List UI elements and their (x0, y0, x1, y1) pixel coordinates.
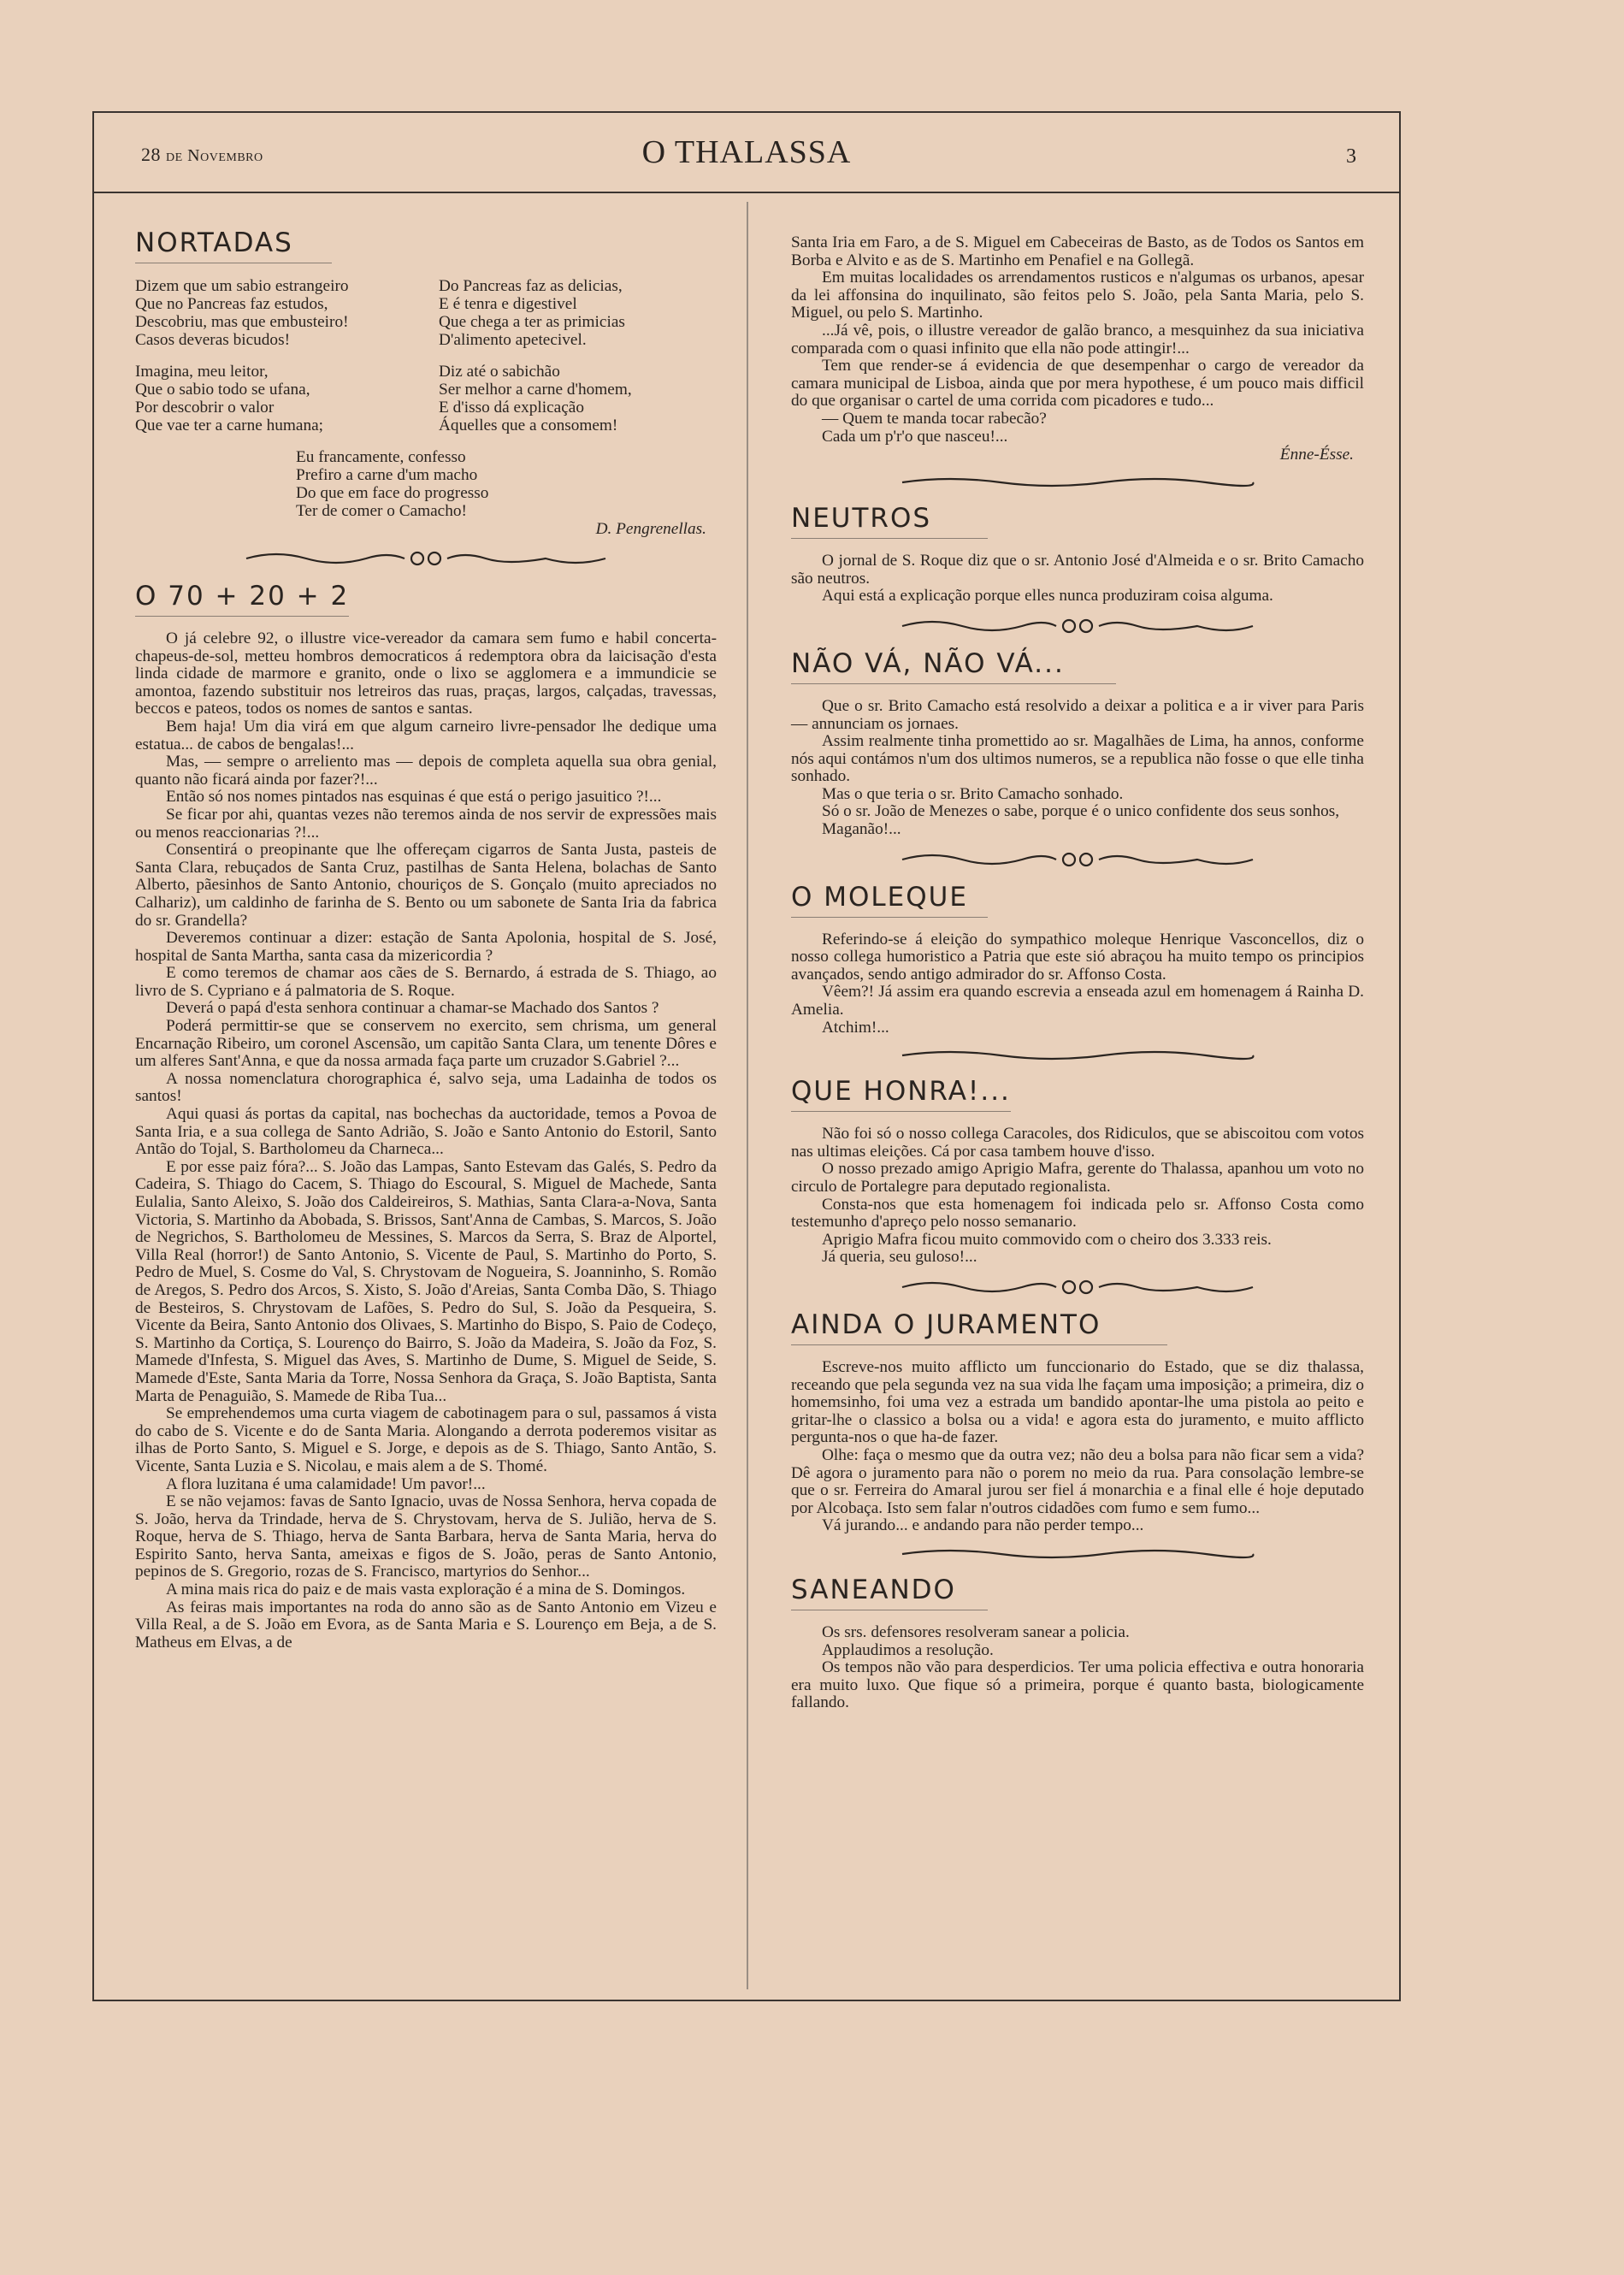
continuation-body (791, 234, 1364, 446)
ornament-divider (791, 1545, 1364, 1563)
paragraph: Os tempos não vão para desperdicios. Ter uma policia effectiva e outra honoraria era muito luxo. Que fique só a primeira, porque é quanto basta, biologicamente fallando. (791, 1658, 1364, 1712)
que-honra-title: QUE HONRA!... (791, 1076, 1011, 1112)
paragraph: Atchim!... (822, 1018, 889, 1037)
ornament-divider (791, 1047, 1364, 1064)
moleque-title: O MOLEQUE (791, 882, 988, 918)
paragraph: Referindo-se á eleição do sympathico moleque Henrique Vasconcellos, diz o nosso collega humoristico a Patria que este sió abraçou ha muito tempo os principios avançados, sendo antigo admirador do sr. Affonso Costa. (791, 930, 1364, 984)
saneando-title: SANEANDO (791, 1575, 988, 1610)
saneando-body (791, 1624, 1364, 1712)
verse: Que o sabio todo se ufana, (135, 381, 310, 399)
paragraph: As feiras mais importantes na roda do anno são as de Santo Antonio em Vizeu e Villa Real, a de S. João em Evora, as de Santa Maria e S. Lourenço em Beja, a de S. Matheus em Elvas, a de (135, 1598, 717, 1652)
nao-va-title: NÃO VÁ, NÃO VÁ... (791, 648, 1116, 684)
paragraph: Aprigio Mafra ficou muito commovido com o cheiro dos 3.333 reis. (822, 1230, 1272, 1249)
ornament-divider (791, 616, 1364, 636)
paragraph: Consentirá o preopinante que lhe offereçam cigarros de Santa Justa, pasteis de Santa Clara, rebuçados de Santa Cruz, pastilhas de Santa Helena, bolachas de Santo Alberto, pãesinhos de Santo Antonio, chouriços de S. Gonçalo (muito apreciados no Calhariz), um caldinho de farinha de S. Bento ou um sabonete de Santa Iria da fabrica do sr. Grandella? (135, 841, 717, 930)
verse: Casos deveras bicudos! (135, 331, 290, 349)
nortadas-poem (135, 277, 717, 434)
verse: Ter de comer o Camacho! (296, 502, 467, 520)
verse: Dizem que um sabio estrangeiro (135, 277, 349, 295)
paragraph: O já celebre 92, o illustre vice-vereador da camara sem fumo e habil concerta-chapeus-de-sol, metteu hombros democraticos á redemptora obra da laicisação d'esta linda cidade de marmore e granito, onde o lixo se agglomera e a immundicie se amontoa, fazendo substituir nos letreiros das ruas, praças, largos, calçadas, travessas, beccos e pateos, todos os nomes de santos e santas. (135, 629, 717, 718)
continuation-signature: Énne-Ésse. (1279, 446, 1354, 464)
paragraph: Assim realmente tinha promettido ao sr. Magalhães de Lima, ha annos, conforme nós aqui contámos n'um dos ultimos numeros, se a republica não fosse o que elle tinha sonhado. (791, 732, 1364, 786)
verse: Ser melhor a carne d'homem, (439, 381, 632, 399)
juramento-title: AINDA O JURAMENTO (791, 1309, 1167, 1345)
paragraph: Mas o que teria o sr. Brito Camacho sonhado. (822, 784, 1124, 803)
paragraph: Deveremos continuar a dizer: estação de Santa Apolonia, hospital de S. José, hospital de Santa Martha, santa casa da mizericordia ? (135, 929, 717, 965)
verse: Do Pancreas faz as delicias, (439, 277, 623, 295)
paragraph: Os srs. defensores resolveram sanear a policia. (822, 1622, 1130, 1641)
verse: Prefiro a carne d'um macho (296, 466, 478, 484)
paragraph: Consta-nos que esta homenagem foi indicada pelo sr. Affonso Costa como testemunho d'apreço pelo nosso semanario. (791, 1195, 1364, 1232)
paragraph: E por esse paiz fóra?... S. João das Lampas, Santo Estevam das Galés, S. Pedro da Cadeira, S. Thiago do Cacem, S. Thiago do Escoural, S. Miguel de Machede, Santa Eulalia, Santo Aleixo, S. João dos Caldeireiros, S. Mathias, Santa Clara-a-Nova, Santa Victoria, S. Martinho da Abobada, S. Brissos, Sant'Anna de Cambas, S. Marcos, S. João de Negrichos, S. Bartholomeu de Messines, S. Marcos da Serra, S. Braz de Alportel, Villa Real (horror!) de Santo Antonio, S. Vicente de Paul, S. Martinho do Porto, S. Pedro de Muel, S. Cosme do Val, S. Chrystovam de Nogueira, S. Joanninho, S. Romão de Aregos, S. Pedro dos Arcos, S. Xisto, S. João d'Areias, Santa Comba Dão, S. Thiago de Besteiros, S. Chrystovam de Lafões, S. Pedro do Sul, S. João da Pesqueira, S. Vicente da Beira, Santo Antonio dos Olivaes, S. Martinho do Bispo, S. Paio de Codeço, S. Martinho da Cortiça, S. Lourenço do Bairro, S. João da Madeira, S. João da Foz, S. Mamede d'Infesta, S. Miguel das Aves, S. Martinho de Dume, S. Miguel de Seide, S. Mamede d'Este, Santa Maria da Torre, Nossa Senhora da Graça, S. João Baptista, Santa Marta de Penaguião, S. Mamede de Riba Tua... (135, 1157, 717, 1405)
paragraph: O jornal de S. Roque diz que o sr. Antonio José d'Almeida e o sr. Brito Camacho são neutros. (791, 552, 1364, 588)
masthead-title: O THALASSA (641, 134, 852, 170)
paragraph: ...Já vê, pois, o illustre vereador de galão branco, a mesquinhez da sua iniciativa comparada com o quasi infinito que ella não pode attingir!... (791, 321, 1364, 358)
verse: Eu francamente, confesso (296, 448, 466, 466)
paragraph: Poderá permittir-se que se conservem no exercito, sem chrisma, um general Encarnação Ribeiro, um coronel Ascensão, um capitão Santa Clara, um tenente Dôres e um alferes Sant'Anna, e que da nossa armada faça parte um cruzador S.Gabriel ?... (135, 1017, 717, 1071)
paragraph: Olhe: faça o mesmo que da outra vez; não deu a bolsa para não ficar sem a vida? Dê agora o juramento para não o porem no meio da rua. Para consolação lembre-se que o sr. Ferreira do Amaral jurou ser fiel á monarchia e a final elle é hoje deputado por Alcobaça. Isto sem falar n'outros cidadões com fumo e sem fumo... (791, 1445, 1364, 1517)
paragraph: A mina mais rica do paiz e de mais vasta exploração é a mina de S. Domingos. (166, 1581, 686, 1599)
verse: Imagina, meu leitor, (135, 363, 269, 381)
paragraph: Tem que render-se á evidencia de que desempenhar o cargo de vereador da camara municipal de Lisboa, ainda que por mera hypothese, é um pouco mais difficil do que organisar o cartel de uma corrida com picadores e tudo... (791, 357, 1364, 411)
paragraph: Se ficar por ahi, quantas vezes não teremos ainda de nos servir de expressões mais ou menos reaccionarias ?!... (135, 805, 717, 842)
paragraph: Se emprehendemos uma curta viagem de cabotinagem para o sul, passamos á vista do cabo de S. Vicente e do de Santa Maria. Alongando a derrota poderemos visitar as ilhas de Porto Santo, S. Miguel e S. Jorge, e depois as de S. Thiago, Santo Antão, S. Vicente, Santa Luzia e S. Nicolau, e mais alem a de S. Thomé. (135, 1404, 717, 1475)
paragraph: Applaudimos a resolução. (822, 1640, 994, 1659)
page-header (94, 128, 1399, 193)
nortadas-title: NORTADAS (135, 228, 332, 263)
paragraph: Escreve-nos muito afflicto um funccionario do Estado, que se diz thalassa, receando que pela segunda vez na sua vida lhe façam uma imposição; a primeira, diz o homemsinho, foi uma vez a estrada um bandido apontar-lhe uma pistola ao peito e gritar-lhe o classico a bolsa ou a vida! e agora esta do juramento, e muito afflicto pergunta-nos o que ha-de fazer. (791, 1357, 1364, 1447)
paragraph: Bem haja! Um dia virá em que algum carneiro livre-pensador lhe dedique uma estatua... de cabos de bengalas!... (135, 717, 717, 753)
paragraph: Que o sr. Brito Camacho está resolvido a deixar a politica e a ir viver para Paris — annunciam os jornaes. (791, 696, 1364, 733)
paragraph: Não foi só o nosso collega Caracoles, dos Ridiculos, que se abiscoitou com votos nas ultimas eleições. Cá por casa tambem houve d'isso. (791, 1125, 1364, 1161)
paragraph: A flora luzitana é uma calamidade! Um pavor!... (166, 1474, 486, 1493)
ornament-divider (791, 474, 1364, 491)
paragraph: E como teremos de chamar aos cães de S. Bernardo, á estrada de S. Thiago, ao livro de S. Cypriano e á palmatoria de S. Roque. (135, 964, 717, 1000)
date-word: de Novembro (166, 146, 263, 165)
paragraph: A nossa nomenclatura chorographica é, salvo seja, uma Ladainha de todos os santos! (135, 1069, 717, 1106)
poem-final-stanza (296, 448, 717, 520)
paragraph: Aqui quasi ás portas da capital, nas bochechas da auctoridade, temos a Povoa de Santa Iria, e a sua collega de Santo Adrião, S. João e Santo Antonio do Estoril, Santo Antão do Tojal, S. Bartholomeu da Charneca... (135, 1105, 717, 1159)
paragraph: Vêem?! Já assim era quando escrevia a enseada azul em homenagem á Rainha D. Amelia. (791, 983, 1364, 1019)
poem-left-column (135, 277, 413, 434)
juramento-body (791, 1359, 1364, 1535)
ornament-divider (135, 548, 717, 569)
ornament-divider (791, 849, 1364, 870)
verse: D'alimento apetecivel. (439, 331, 587, 349)
page-number: 3 (1346, 145, 1356, 168)
verse: Que no Pancreas faz estudos, (135, 295, 328, 313)
stanza-4 (439, 363, 717, 434)
verse: E é tenra e digestivel (439, 295, 577, 313)
stanza-2 (135, 363, 413, 434)
paragraph: Mas, — sempre o arreliento mas — depois de completa aquella sua obra genial, quanto não ficará ainda por fazer?!... (135, 753, 717, 789)
moleque-body (791, 931, 1364, 1037)
setenta-title: O 70 + 20 + 2 (135, 581, 349, 617)
paragraph: O nosso prezado amigo Aprigio Mafra, gerente do Thalassa, apanhou um voto no circulo de Portalegre para deputado regionalista. (791, 1160, 1364, 1196)
column-divider (747, 202, 748, 1989)
paragraph: Deverá o papá d'esta senhora continuar a chamar-se Machado dos Santos ? (166, 999, 659, 1018)
verse: Do que em face do progresso (296, 484, 489, 502)
verse: Que vae ter a carne humana; (135, 417, 324, 434)
paragraph: Aqui está a explicação porque elles nunca produziram coisa alguma. (822, 587, 1273, 606)
date-number: 28 (141, 144, 161, 165)
nao-va-body (791, 698, 1364, 839)
que-honra-body (791, 1126, 1364, 1267)
paragraph: E se não vejamos: favas de Santo Ignacio, uvas de Nossa Senhora, herva copada de S. João, herva da Trindade, herva de S. Chrystovam, herva de S. Julião, herva de S. Roque, herva de S. Thiago, herva de Santa Barbara, herva de Santa Maria, herva do Espirito Santo, herva Santa, ameixas e figos de S. João, peras de Santo Antonio, pepinos de S. Gregorio, rozas de S. Francisco, martyrios do Senhor... (135, 1492, 717, 1581)
poem-signature: D. Pengrenellas. (595, 520, 706, 538)
ornament-divider (791, 1277, 1364, 1297)
poem-right-column (439, 277, 717, 434)
paragraph: Cada um p'r'o que nasceu!... (822, 427, 1008, 446)
paragraph: — Quem te manda tocar rabecão? (822, 409, 1047, 428)
verse: Diz até o sabichão (439, 363, 560, 381)
neutros-body (791, 552, 1364, 606)
paragraph: Vá jurando... e andando para não perder tempo... (822, 1516, 1144, 1535)
verse: Por descobrir o valor (135, 399, 275, 417)
stanza-3 (439, 277, 717, 349)
paragraph: Santa Iria em Faro, a de S. Miguel em Cabeceiras de Basto, as de Todos os Santos em Borba e Alvito e as de S. Martinho em Penafiel e na Gollegã. (791, 233, 1364, 269)
paragraph: Maganão!... (822, 820, 901, 839)
paragraph: Já queria, seu guloso!... (822, 1248, 977, 1267)
paragraph: Então só nos nomes pintados nas esquinas é que está o perigo jasuitico ?!... (166, 788, 662, 807)
verse: Que chega a ter as primicias (439, 313, 625, 331)
verse: E d'isso dá explicação (439, 399, 584, 417)
stanza-1 (135, 277, 413, 349)
paragraph: Em muitas localidades os arrendamentos rusticos e n'algumas os urbanos, apesar da lei affonsina do inquilinato, são feitos pelo S. João, pela Santa Maria, pelo S. Miguel, ou pelo S. Martinho. (791, 269, 1364, 322)
verse: Áquelles que a consomem! (439, 417, 618, 434)
verse: Descobriu, mas que embusteiro! (135, 313, 349, 331)
neutros-title: NEUTROS (791, 503, 988, 539)
setenta-body (135, 630, 717, 1652)
left-column (135, 216, 717, 1652)
paragraph: Só o sr. João de Menezes o sabe, porque é o unico confidente dos seus sonhos, (822, 802, 1340, 821)
right-column (791, 216, 1364, 1712)
